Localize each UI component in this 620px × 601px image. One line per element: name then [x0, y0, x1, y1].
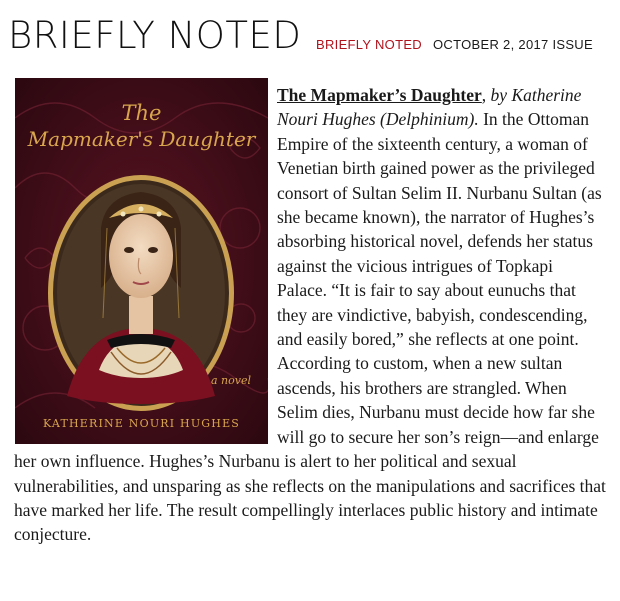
- review-body: In the Ottoman Empire of the sixteenth century, a woman of Venetian birth gained power as the privileged consort of Sultan Selim II. Nurbanu Sultan (as she became known), the narrator of Hughes’s absorbing historical novel, defends her status against the vicious intrigues of Topkapi Palace. “It is fair to say about eunuchs that they are vindictive, babyish, condescending, and easily bored,” she reflects at one point. According to custom, when a new sultan ascends, his brothers are strangled. When Selim dies, Nurbanu must decide how far she will go to secure her son’s reign—and enlarge her own influence. Hughes’s Nurbanu is alert to her political and sexual vulnerabilities, and unsparing as she reflects on the manipulations and sacrifices that have marked her life. The result compellingly interlaces public history and intimate conjecture.: [14, 109, 606, 545]
- cover-float-spacer: [14, 83, 277, 445]
- cover-title-line1: The: [121, 101, 162, 125]
- cover-author: KATHERINE NOURI HUGHES: [42, 417, 241, 430]
- title-comma: ,: [481, 85, 487, 105]
- issue-date-link[interactable]: OCTOBER 2, 2017 ISSUE: [433, 37, 593, 52]
- cover-subtitle: a novel: [211, 374, 252, 387]
- cover-title-line2: Mapmaker's Daughter: [27, 127, 256, 151]
- byline: by Katherine Nouri Hughes (Delphinium).: [277, 85, 582, 130]
- header: [8, 14, 612, 66]
- review-text: [14, 83, 606, 547]
- section-title: BRIEFLY NOTED: [8, 14, 302, 57]
- book-title-link[interactable]: The Mapmaker’s Daughter: [277, 85, 482, 105]
- section-tag-link[interactable]: BRIEFLY NOTED: [316, 37, 422, 52]
